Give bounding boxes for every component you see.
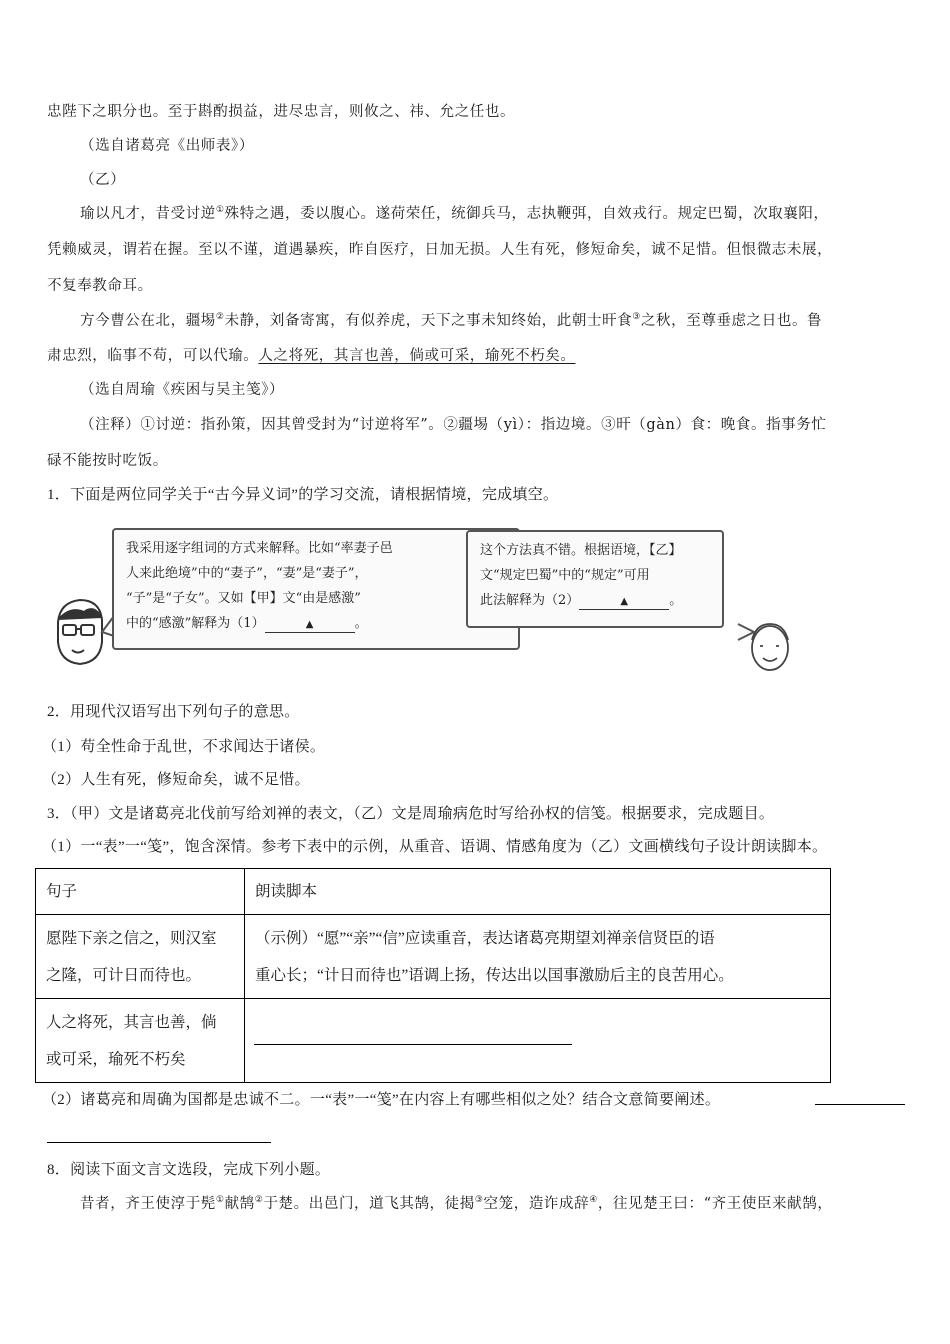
question-8-passage-line1: 昔者，齐王使淳于髡①献鹄②于楚。出邑门，道飞其鹄，徒揭③空笼，造诈成辞④，往见楚王曰：“齐王使臣来献鹄， <box>80 1195 833 1212</box>
passage-a-source: （选自诸葛亮《出师表》） <box>80 138 254 154</box>
table-row2-sentence: 人之将死，其言也善，倘 或可采，瑜死不朽矣 <box>36 999 245 1083</box>
table-header-script: 朗读脚本 <box>245 869 831 915</box>
bubble-left-line4: 中的“感激”解释为（1） ▲ 。 <box>126 616 368 631</box>
speech-bubble-right <box>466 530 724 628</box>
answer-blank-2[interactable]: ▲ <box>579 595 669 610</box>
question-3-part-2: （2）诸葛亮和周确为国都是忠诚不二。一“表”一“笺”在内容上有哪些相似之处？结合文意简要阐述。 <box>42 1092 721 1108</box>
passage-b-source: （选自周瑜《疾困与吴主笺》） <box>80 382 285 398</box>
question-3: 3．（甲）文是诸葛亮北伐前写给刘禅的表文，（乙）文是周瑜病危时写给孙权的信笺。根据要求，完成题目。 <box>47 806 775 822</box>
notes-line2: 碌不能按时吃饭。 <box>47 453 168 469</box>
boy-face-icon <box>58 600 102 664</box>
bubble-right-line2: 文“规定巴蜀”中的“规定”可用 <box>480 568 650 583</box>
table-row1-script: （示例）“愿”“亲”“信”应读重音，表达诸葛亮期望刘禅亲信贤臣的语 重心长；“计日而待也”语调上扬，传达出以国事激励后主的良苦用心。 <box>245 915 831 999</box>
question-2-item-1: （1）苟全性命于乱世，不求闻达于诸侯。 <box>42 739 326 755</box>
passage-b-p1-line3: 不复奉教命耳。 <box>47 278 153 294</box>
passage-b-p1-line2: 凭赖威灵，谓若在握。至以不谨，道遇暴疾，昨自医疗，日加无损。人生有死，修短命矣，诚不足惜。但恨微志未展， <box>47 242 833 258</box>
table-header-sentence: 句子 <box>36 869 245 915</box>
footnote-mark: ② <box>215 312 225 323</box>
question-2-item-2: （2）人生有死，修短命矣，诚不足惜。 <box>42 772 310 788</box>
girl-face-icon <box>752 624 788 670</box>
answer-line-1[interactable] <box>815 1104 905 1105</box>
passage-b-p1-line1: 瑜以凡才，昔受讨逆①殊特之遇，委以腹心。遂荷荣任，统御兵马，志执鞭弭，自效戎行。规定巴蜀，次取襄阳， <box>80 205 829 222</box>
answer-line-2[interactable] <box>47 1142 271 1143</box>
footnote-mark: ③ <box>474 1195 484 1206</box>
bubble-left-line3: “子”是“子女”。又如【甲】文“由是感激” <box>126 591 361 606</box>
bubble-right-line3: 此法解释为（2） ▲ 。 <box>480 593 683 608</box>
question-2: 2．用现代汉语写出下列句子的意思。 <box>47 704 300 720</box>
footnote-mark: ① <box>215 205 225 216</box>
notes-line1: （注释）①讨逆：指孙策，因其曾受封为“讨逆将军”。②疆埸（yì）：指边境。③旰（gàn）食：晚食。指事务忙 <box>80 417 827 433</box>
question-1: 1．下面是两位同学关于“古今异义词”的学习交流，请根据情境，完成填空。 <box>47 487 559 503</box>
footnote-mark: ① <box>215 1195 225 1206</box>
passage-b-p2-line1: 方今曹公在北，疆埸②未静，刘备寄寓，有似养虎，天下之事未知终始，此朝士旰食③之秋，至尊垂虑之日也。鲁 <box>80 312 823 329</box>
question-8: 8．阅读下面文言文选段，完成下列小题。 <box>47 1162 331 1178</box>
bubble-left-line1: 我采用逐字组词的方式来解释。比如“率妻子邑 <box>126 541 393 556</box>
bubble-right-line1: 这个方法真不错。根据语境，【乙】 <box>480 543 682 558</box>
speech-bubble-left <box>112 528 520 650</box>
passage-b-label: （乙） <box>80 172 126 188</box>
footnote-mark: ④ <box>589 1195 598 1206</box>
table-row1-sentence: 愿陛下亲之信之，则汉室 之隆，可计日而待也。 <box>36 915 245 999</box>
bubble-left-line2: 人来此绝境”中的“妻子”，“妻”是“妻子”， <box>126 566 368 581</box>
reading-script-table <box>35 868 831 1083</box>
passage-a-last-line: 忠陛下之职分也。至于斟酌损益，进尽忠言，则攸之、祎、允之任也。 <box>47 104 516 120</box>
dialogue-illustration <box>50 524 790 684</box>
answer-blank-1[interactable]: ▲ <box>265 618 355 633</box>
question-3-part-1: （1）一“表”一“笺”，饱含深情。参考下表中的示例，从重音、语调、情感角度为（乙）文画横线句子设计朗读脚本。 <box>42 839 828 855</box>
underlined-sentence: 人之将死，其言也善，倘或可采，瑜死不朽矣。 <box>258 348 576 364</box>
table-row2-answer-cell[interactable] <box>245 999 831 1083</box>
footnote-mark: ③ <box>632 312 641 323</box>
passage-b-p2-line2: 肃忠烈，临事不苟，可以代瑜。人之将死，其言也善，倘或可采，瑜死不朽矣。 <box>47 348 576 364</box>
table-answer-line[interactable] <box>254 1044 572 1045</box>
footnote-mark: ② <box>254 1195 264 1206</box>
